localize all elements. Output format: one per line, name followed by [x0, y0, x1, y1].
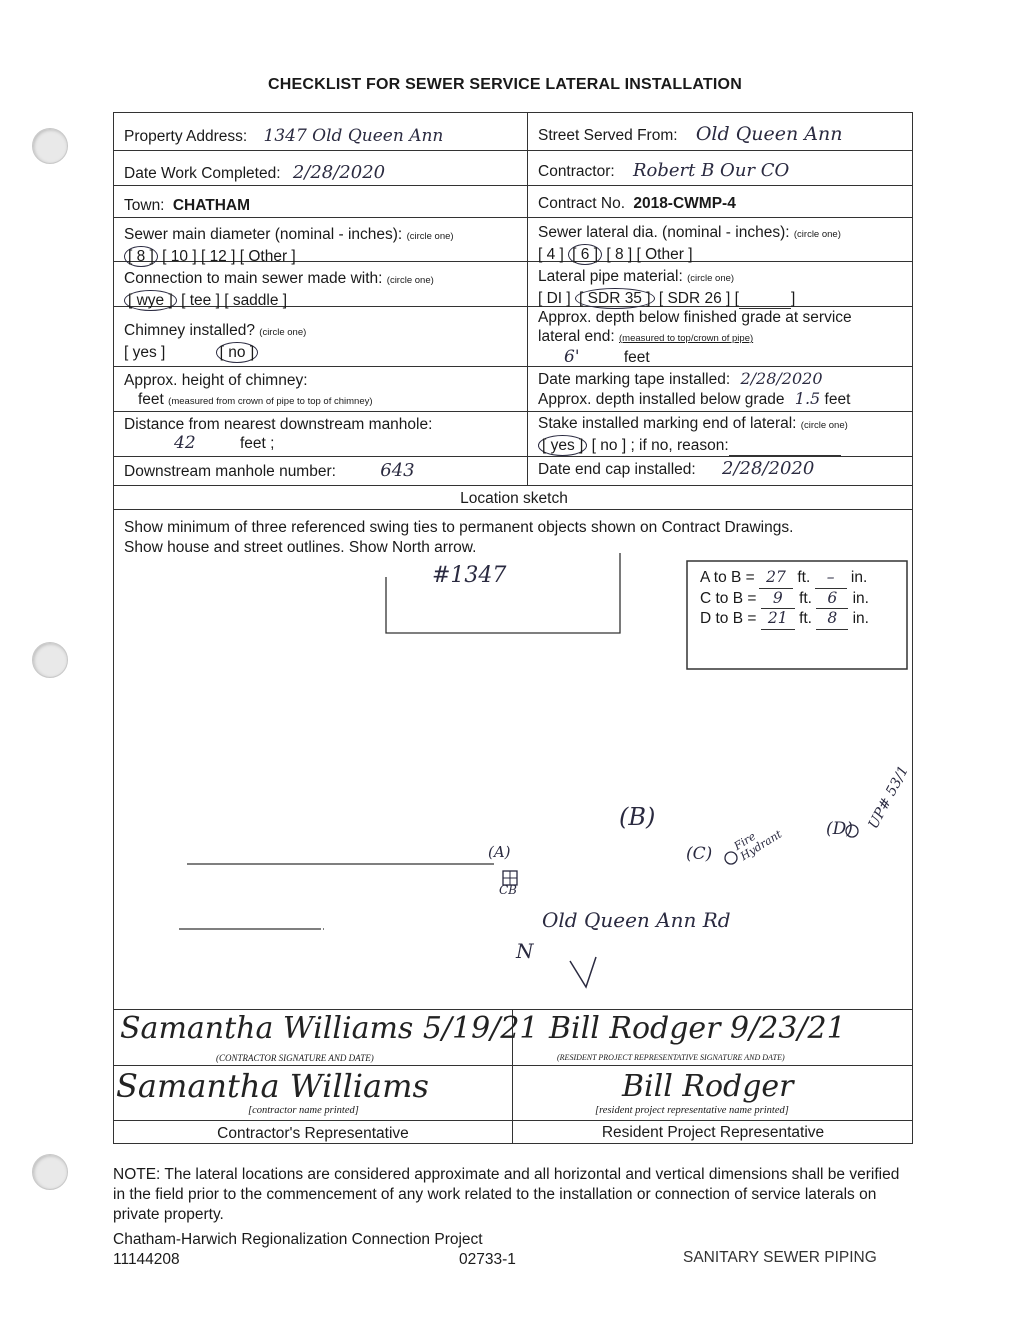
tie-a-feet[interactable]: 27	[759, 568, 793, 589]
town-label: Town:	[124, 197, 165, 214]
footer-project-name: Chatham-Harwich Regionalization Connection Project	[113, 1231, 483, 1248]
chimney-height-unit: feet	[138, 391, 164, 408]
lateral-depth-label-2: lateral end:	[538, 328, 615, 345]
footer-job-number: 11144208	[113, 1251, 180, 1268]
fire-hydrant-icon	[725, 852, 737, 864]
contract-value: 2018-CWMP-4	[633, 195, 736, 212]
manhole-distance-field	[124, 415, 432, 453]
circle-one-note: (circle one)	[386, 275, 434, 286]
connection-label: Connection to main sewer made with:	[124, 270, 383, 287]
main-diameter-label: Sewer main diameter (nominal - inches):	[124, 226, 403, 243]
sketch-point-d: (D)	[826, 819, 853, 839]
resident-name-caption: [resident project representative name printed]	[595, 1105, 789, 1116]
circle-one-note: (circle one)	[793, 229, 841, 240]
resident-signature-caption: (RESIDENT PROJECT REPRESENTATIVE SIGNATURE AND DATE)	[557, 1053, 785, 1062]
circle-one-note: (circle one)	[800, 420, 848, 431]
footer-section-number: 02733-1	[459, 1251, 516, 1268]
swing-tie-c: C to B = 9 ft. 6 in.	[700, 589, 869, 610]
swing-tie-a: A to B = 27 ft. – in.	[700, 568, 869, 589]
swing-tie-d: D to B = 21 ft. 8 in.	[700, 609, 869, 630]
tape-depth-unit: feet	[824, 391, 851, 408]
contractor-value[interactable]: Robert B Our CO	[632, 160, 790, 181]
sketch-instruction-2: Show house and street outlines. Show North arrow.	[124, 539, 477, 556]
lateral-dia-option-8[interactable]: [ 8 ]	[606, 246, 633, 263]
end-cap-date[interactable]: 2/28/2020	[722, 458, 815, 479]
chimney-height-field	[124, 371, 373, 411]
location-sketch-heading: Location sketch	[460, 490, 568, 507]
main-dia-option-12[interactable]: [ 12 ]	[200, 248, 236, 265]
house-number-label: #1347	[432, 563, 507, 588]
binder-hole-top	[32, 128, 68, 164]
swing-ties-list	[700, 568, 869, 630]
tie-d-inches[interactable]: 8	[816, 609, 848, 630]
connection-option-tee[interactable]: [ tee ]	[181, 292, 220, 309]
contractor-role-label: Contractor's Representative	[217, 1125, 409, 1142]
manhole-number-value[interactable]: 643	[380, 460, 415, 481]
property-address-label: Property Address:	[124, 128, 248, 145]
tie-c-feet[interactable]: 9	[761, 589, 795, 610]
resident-name-printed[interactable]: Bill Rodger	[622, 1069, 794, 1104]
sketch-point-a: (A)	[488, 843, 511, 861]
property-address-field	[124, 127, 443, 146]
contract-label: Contract No.	[538, 195, 626, 212]
material-option-sdr26[interactable]: [ SDR 26 ]	[658, 290, 731, 307]
date-work-value[interactable]: 2/28/2020	[292, 162, 386, 183]
chimney-height-label: Approx. height of chimney:	[124, 372, 308, 389]
street-served-label: Street Served From:	[538, 127, 678, 144]
material-label: Lateral pipe material:	[538, 268, 683, 285]
material-option-di[interactable]: [ DI ]	[538, 290, 571, 307]
street-served-field	[538, 125, 843, 145]
lateral-depth-note: (measured to top/crown of pipe)	[619, 333, 754, 344]
stake-option-no[interactable]: [ no ] ; if no, reason:	[591, 437, 729, 454]
marking-tape-field	[538, 369, 850, 409]
lateral-dia-option-6[interactable]: [ 6 ]	[568, 244, 602, 265]
contractor-name-caption: [contractor name printed]	[248, 1105, 359, 1116]
end-cap-label: Date end cap installed:	[538, 461, 696, 478]
stake-label: Stake installed marking end of lateral:	[538, 415, 797, 432]
lateral-depth-value[interactable]: 6'	[564, 347, 580, 367]
marking-tape-label: Date marking tape installed:	[538, 371, 731, 388]
property-address-value[interactable]: 1347 Old Queen Ann	[263, 126, 444, 146]
chimney-label: Chimney installed?	[124, 322, 255, 339]
chimney-option-no[interactable]: [ no ]	[216, 342, 258, 363]
utility-pole-label: UP# 53/1	[865, 763, 912, 832]
stake-field	[538, 414, 848, 456]
circle-one-note: (circle one)	[406, 231, 454, 242]
material-other-blank[interactable]	[739, 289, 791, 309]
sketch-instruction-1: Show minimum of three referenced swing ties to permanent objects shown on Contract Drawings.	[124, 519, 794, 536]
sketch-catch-basin-label: CB	[499, 883, 517, 897]
main-dia-option-10[interactable]: [ 10 ]	[162, 248, 197, 265]
material-option-sdr35[interactable]: [ SDR 35 ]	[575, 288, 655, 309]
manhole-distance-unit: feet ;	[239, 435, 275, 452]
tape-depth-label: Approx. depth installed below grade	[538, 391, 785, 408]
material-option-other-close: ]	[790, 290, 796, 307]
lateral-depth-unit: feet	[623, 349, 650, 366]
tie-a-inches[interactable]: –	[815, 568, 847, 589]
resident-signature[interactable]: Bill Rodger 9/23/21	[549, 1011, 846, 1046]
manhole-distance-value[interactable]: 42	[174, 433, 196, 453]
material-field	[538, 267, 795, 309]
manhole-distance-label: Distance from nearest downstream manhole:	[124, 416, 433, 433]
lateral-diameter-field	[538, 223, 841, 265]
footer-note: NOTE: The lateral locations are considered approximate and all horizontal and vertical dimensions shall be verified in the field prior to the commencement of any work related to the installation or connection of service laterals on private property.	[113, 1166, 900, 1223]
town-value: CHATHAM	[172, 197, 251, 214]
chimney-option-yes[interactable]: [ yes ]	[124, 344, 166, 361]
street-served-value[interactable]: Old Queen Ann	[695, 123, 843, 145]
material-option-other-open: [	[734, 290, 739, 307]
circle-one-note: (circle one)	[687, 273, 735, 284]
contractor-label: Contractor:	[538, 163, 615, 180]
main-diameter-field	[124, 225, 454, 267]
lateral-diameter-label: Sewer lateral dia. (nominal - inches):	[538, 224, 790, 241]
contractor-signature[interactable]: Samantha Williams 5/19/21	[120, 1011, 539, 1046]
circle-one-note: (circle one)	[259, 327, 307, 338]
tape-depth-value[interactable]: 1.5	[794, 389, 821, 408]
manhole-number-field	[124, 461, 415, 481]
north-label: N	[516, 939, 534, 963]
lateral-dia-option-other[interactable]: [ Other ]	[636, 246, 693, 263]
stake-option-yes[interactable]: [ yes ]	[538, 435, 587, 456]
main-dia-option-other[interactable]: [ Other ]	[239, 248, 296, 265]
north-arrow-icon	[570, 957, 596, 987]
street-name-label: Old Queen Ann Rd	[542, 908, 731, 932]
page-title: CHECKLIST FOR SEWER SERVICE LATERAL INSTALLATION	[268, 76, 742, 93]
chimney-field	[124, 321, 306, 363]
date-work-label: Date Work Completed:	[124, 165, 281, 182]
end-cap-field	[538, 459, 814, 479]
connection-option-wye[interactable]: [ wye ]	[124, 290, 177, 311]
sketch-point-c: (C)	[686, 844, 713, 864]
manhole-number-label: Downstream manhole number:	[124, 463, 336, 480]
marking-tape-date[interactable]: 2/28/2020	[740, 369, 823, 388]
sketch-point-b: (B)	[619, 803, 656, 831]
binder-hole-bottom	[32, 1154, 68, 1190]
contractor-field	[538, 161, 789, 181]
chimney-height-note: (measured from crown of pipe to top of chimney)	[168, 396, 373, 407]
checklist-form	[113, 112, 913, 1144]
tie-d-feet[interactable]: 21	[761, 609, 795, 630]
lateral-depth-label: Approx. depth below finished grade at service	[538, 309, 852, 326]
lateral-dia-option-4[interactable]: [ 4 ]	[538, 246, 564, 263]
contractor-name-printed[interactable]: Samantha Williams	[116, 1067, 429, 1105]
connection-option-saddle[interactable]: [ saddle ]	[224, 292, 288, 309]
resident-role-label: Resident Project Representative	[601, 1124, 825, 1141]
town-field	[124, 196, 250, 215]
footer-section-name: SANITARY SEWER PIPING	[683, 1249, 877, 1266]
binder-hole-middle	[32, 642, 68, 678]
contract-field	[538, 194, 736, 213]
lateral-depth-field	[538, 308, 852, 367]
date-work-field	[124, 163, 385, 183]
contractor-signature-caption: (CONTRACTOR SIGNATURE AND DATE)	[216, 1053, 374, 1063]
tie-c-inches[interactable]: 6	[816, 589, 848, 610]
fire-hydrant-label: Fire Hydrant	[731, 827, 785, 864]
stake-reason-blank[interactable]	[729, 436, 841, 456]
main-dia-option-8[interactable]: [ 8 ]	[124, 246, 158, 267]
connection-field	[124, 269, 434, 311]
